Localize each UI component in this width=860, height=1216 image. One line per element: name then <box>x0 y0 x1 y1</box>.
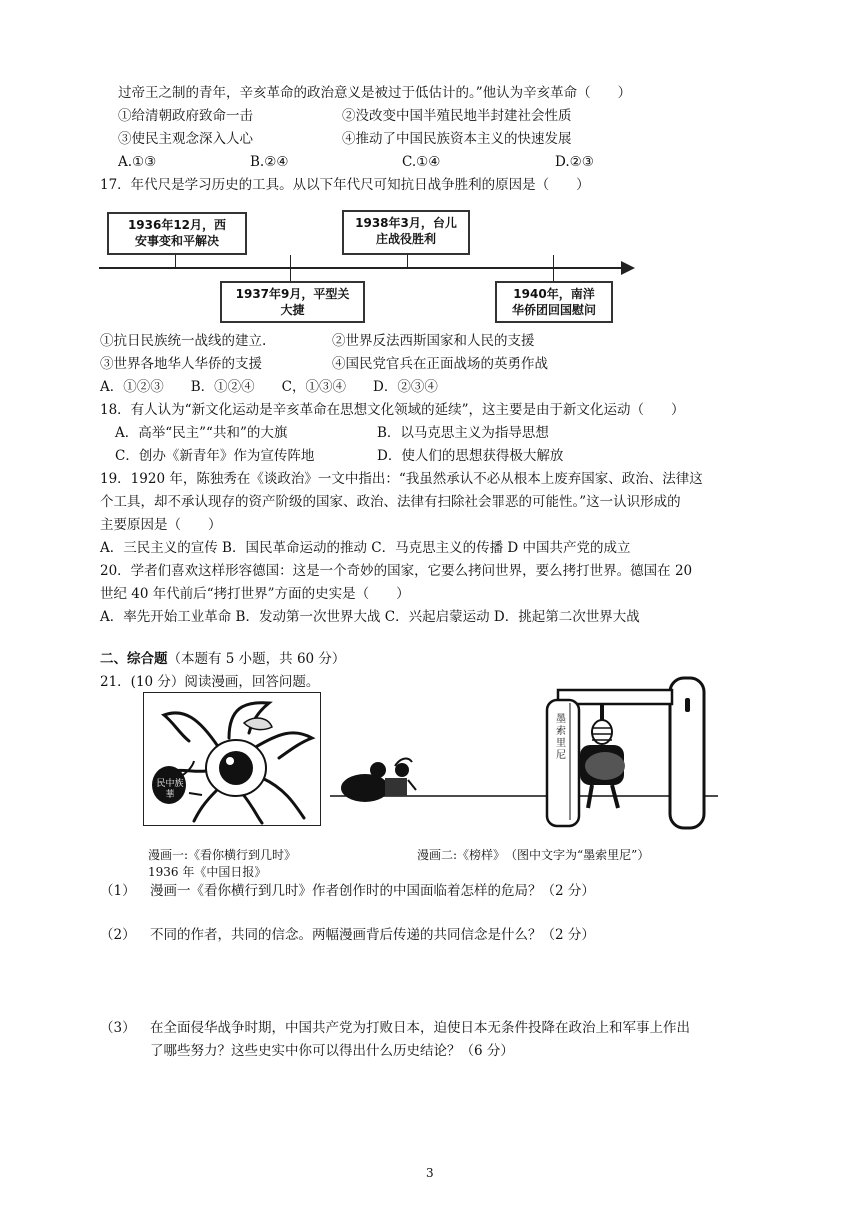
q19-line-1: 19．1920 年，陈独秀在《谈政治》一文中指出：“我虽然承认不必从根本上废弃国家、政治、法律这 <box>100 471 703 487</box>
q18-option-d: D．使人们的思想获得极大解放 <box>377 448 564 464</box>
timeline-arrowhead <box>621 261 635 275</box>
q16-option-4: ④推动了中国民族资本主义的快速发展 <box>342 131 572 147</box>
timeline-event-1936 <box>107 212 247 255</box>
q16-choice-b: B.②④ <box>250 154 289 170</box>
q16-choice-c: C.①④ <box>402 154 441 170</box>
spider-eye-illustration <box>144 693 321 826</box>
page-number: 3 <box>426 1166 434 1180</box>
q16-option-1: ①给清朝政府致命一击 <box>118 108 253 124</box>
q21-stem: 21．(10 分）阅读漫画，回答问题。 <box>100 674 320 690</box>
timeline-event-line: 1940年，南洋 <box>513 287 595 301</box>
q19-choices: A．三民主义的宣传 B．国民革命运动的推动 C．马克思主义的传播 D 中国共产党的成立 <box>100 540 631 556</box>
gallows-sign-text: 墨索里尼 <box>556 714 566 761</box>
section-note: （本题有 5 小题，共 60 分） <box>167 651 346 667</box>
timeline-tick <box>553 255 554 281</box>
gallows-illustration <box>330 670 718 840</box>
q20-line-1: 20．学者们喜欢这样形容德国：这是一个奇妙的国家，它要么拷问世界，要么拷打世界。德国在 20 <box>100 563 693 579</box>
q16-option-3: ③使民主观念深入人心 <box>118 131 253 147</box>
timeline-event-line: 安事变和平解决 <box>134 234 219 248</box>
q17-option-1: ①抗日民族统一战线的建立. <box>100 333 267 349</box>
timeline-axis <box>99 267 627 269</box>
q19-line-3: 主要原因是（ ） <box>100 517 222 533</box>
q17-option-3: ③世界各地华人华侨的支援 <box>100 356 262 372</box>
timeline-tick <box>290 255 291 281</box>
timeline-event-line: 1936年12月，西 <box>127 218 227 232</box>
q21-sub1-number: （1） <box>100 883 136 899</box>
cartoon-2 <box>330 670 718 840</box>
timeline-event-line: 1938年3月，台儿 <box>355 216 457 230</box>
q17-option-2: ②世界反法西斯国家和人民的支援 <box>332 333 535 349</box>
q21-sub3-number: （3） <box>100 1020 136 1036</box>
q20-choices: A．率先开始工业革命 B．发动第一次世界大战 C．兴起启蒙运动 D．挑起第二次世界大战 <box>100 609 640 625</box>
bomb-label: 民中族華 <box>156 779 184 800</box>
q21-sub3-line-1: 在全面侵华战争时期，中国共产党为打败日本，迫使日本无条件投降在政治上和军事上作出 <box>150 1020 690 1036</box>
cartoon-2-caption: 漫画二:《榜样》 （图中文字为“墨索里尼”） <box>417 848 650 862</box>
q21-sub2-number: （2） <box>100 927 136 943</box>
q18-option-c: C．创办《新青年》作为宣传阵地 <box>115 448 315 464</box>
cartoon-1-caption: 漫画一:《看你横行到几时》 <box>148 848 297 862</box>
section-title: 二、综合题 <box>100 651 168 667</box>
timeline-event-line: 华侨团回国慰问 <box>511 303 596 317</box>
q18-option-b: B．以马克思主义为指导思想 <box>377 425 549 441</box>
timeline-event-line: 1937年9月，平型关 <box>235 287 350 301</box>
timeline-event-1937 <box>220 281 365 323</box>
q17-stem: 17．年代尺是学习历史的工具。从以下年代尺可知抗日战争胜利的原因是（ ） <box>100 177 590 193</box>
q17-choices: A．①②③ B．①②④ C，①③④ D．②③④ <box>100 379 438 395</box>
timeline-event-1938 <box>342 210 470 255</box>
q16-stem-end: 过帝王之制的青年，辛亥革命的政治意义是被过于低估计的。”他认为辛亥革命（ ） <box>118 85 632 101</box>
timeline-event-1940 <box>495 281 613 323</box>
q16-choice-a: A.①③ <box>118 154 157 170</box>
section-heading <box>100 650 345 668</box>
timeline-figure <box>97 203 642 325</box>
cartoon-1-source: 1936 年《中国日报》 <box>148 865 267 879</box>
q19-line-2: 个工具，却不承认现存的资产阶级的国家、政治、法律有扫除社会罪恶的可能性。”这一认识形成的 <box>100 494 681 510</box>
timeline-tick <box>407 255 408 268</box>
timeline-tick <box>175 255 176 268</box>
timeline-event-line: 大捷 <box>280 303 305 317</box>
q21-sub1: 漫画一《看你横行到几时》作者创作时的中国面临着怎样的危局？（2 分） <box>150 883 595 899</box>
timeline-event-line: 庄战役胜利 <box>375 232 436 246</box>
q18-option-a: A．高举“民主”“共和”的大旗 <box>115 425 288 441</box>
cartoon-1 <box>143 692 321 826</box>
q18-stem: 18．有人认为“新文化运动是辛亥革命在思想文化领域的延续”，这主要是由于新文化运动（ ） <box>100 402 685 418</box>
q21-sub2: 不同的作者，共同的信念。两幅漫画背后传递的共同信念是什么？（2 分） <box>150 927 595 943</box>
q21-sub3-line-2: 了哪些努力？这些史实中你可以得出什么历史结论？（6 分） <box>150 1043 514 1059</box>
q17-option-4: ④国民党官兵在正面战场的英勇作战 <box>332 356 548 372</box>
q16-choice-d: D.②③ <box>555 154 594 170</box>
q16-option-2: ②没改变中国半殖民地半封建社会性质 <box>342 108 572 124</box>
q20-line-2: 世纪 40 年代前后“拷打世界”方面的史实是（ ） <box>100 586 410 602</box>
